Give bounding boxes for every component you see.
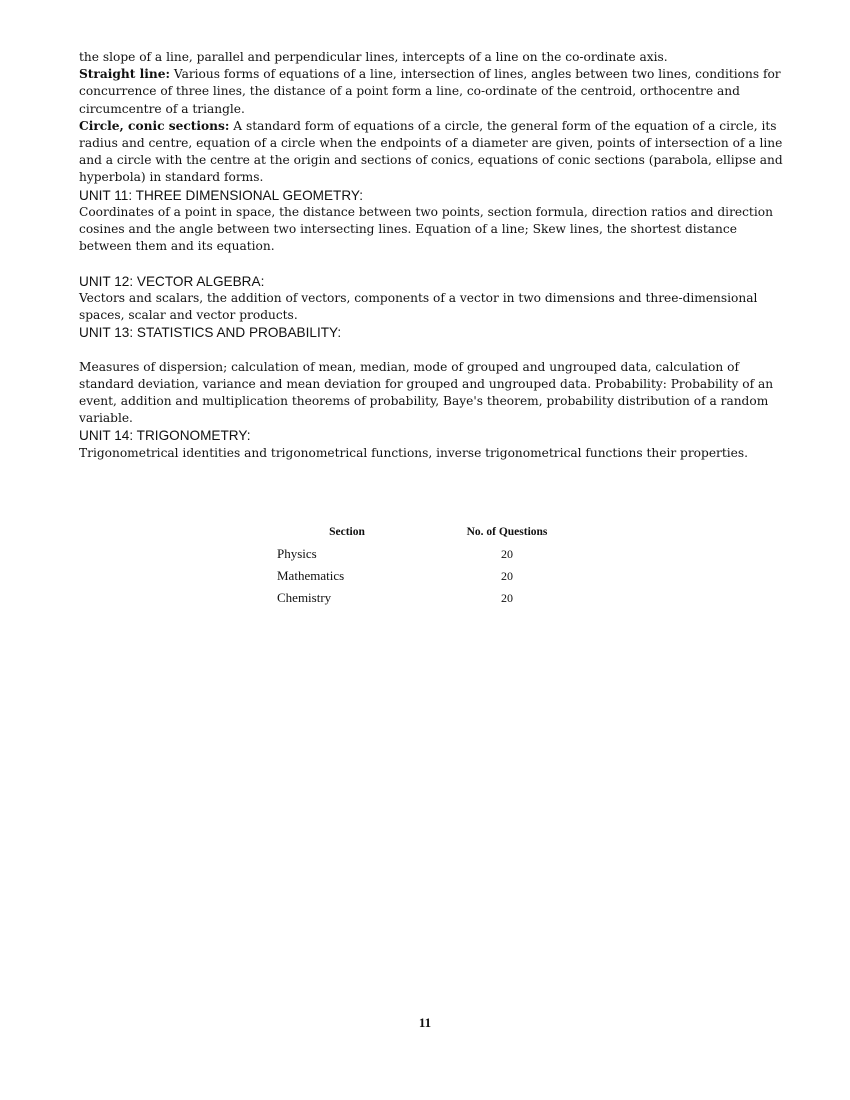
section-column-header: Section (329, 526, 365, 538)
unit13-heading: UNIT 13: STATISTICS AND PROBABILITY: (79, 325, 342, 341)
unit11-heading: UNIT 11: THREE DIMENSIONAL GEOMETRY: (79, 187, 364, 203)
paragraph-slope: the slope of a line, parallel and perpendicular lines, intercepts of a line on the co-ordinate axis. (79, 50, 668, 64)
questions-column-header: No. of Questions (466, 526, 548, 538)
circle-heading: Circle, conic sections: (79, 118, 230, 133)
straight-line-text: Various forms of equations of a line, intersection of lines, angles between two lines, conditions for concurrence of three lines, the distance of a point form a line, co-ordinate of the centroid, orthocentre and circumcentre of a triangle. (79, 67, 781, 116)
table-header-row (277, 521, 597, 543)
unit14-text: Trigonometrical identities and trigonometrical functions, inverse trigonometrical functions their properties. (79, 445, 748, 460)
circle-text: A standard form of equations of a circle, the general form of the equation of a circle, its radius and centre, equation of a circle when the endpoints of a diameter are given, points of intersection of a line and a circle with the centre at the origin and sections of conics, equations of conic sections (parabola, ellipse and hyperbola) in standard forms. (79, 118, 783, 185)
unit11-text: Coordinates of a point in space, the distance between two points, section formula, direction ratios and direction cosines and the angle between two intersecting lines. Equation of a line; Skew lines, the shortest distance between them and its equation. (79, 204, 773, 254)
spacer (79, 255, 785, 272)
paragraph-straight-line (79, 66, 785, 118)
spacer (79, 341, 785, 358)
question-count: 20 (501, 568, 513, 583)
section-name: Mathematics (277, 568, 345, 583)
question-count: 20 (501, 590, 513, 605)
question-distribution-table (277, 521, 597, 609)
unit12-heading: UNIT 12: VECTOR ALGEBRA: (79, 273, 265, 289)
section-name: Physics (277, 546, 317, 561)
document-body (79, 49, 785, 462)
question-count: 20 (501, 546, 513, 561)
table-row (277, 543, 597, 565)
unit14-heading: UNIT 14: TRIGONOMETRY: (79, 428, 251, 444)
table-row (277, 587, 597, 609)
page-number: 11 (418, 1015, 432, 1030)
table-row (277, 565, 597, 587)
paragraph-circle (79, 118, 785, 187)
unit13-text: Measures of dispersion; calculation of mean, median, mode of grouped and ungrouped data, calculation of standard deviation, variance and mean deviation for grouped and ungrouped data. Probability: Probability of an event, addition and multiplication theorems of probability, Baye's theorem, probability distribution of a random variable. (79, 359, 774, 426)
straight-line-heading: Straight line: (79, 67, 171, 82)
unit12-text: Vectors and scalars, the addition of vectors, components of a vector in two dimensions and three-dimensional spaces, scalar and vector products. (79, 290, 758, 323)
section-name: Chemistry (277, 590, 332, 605)
